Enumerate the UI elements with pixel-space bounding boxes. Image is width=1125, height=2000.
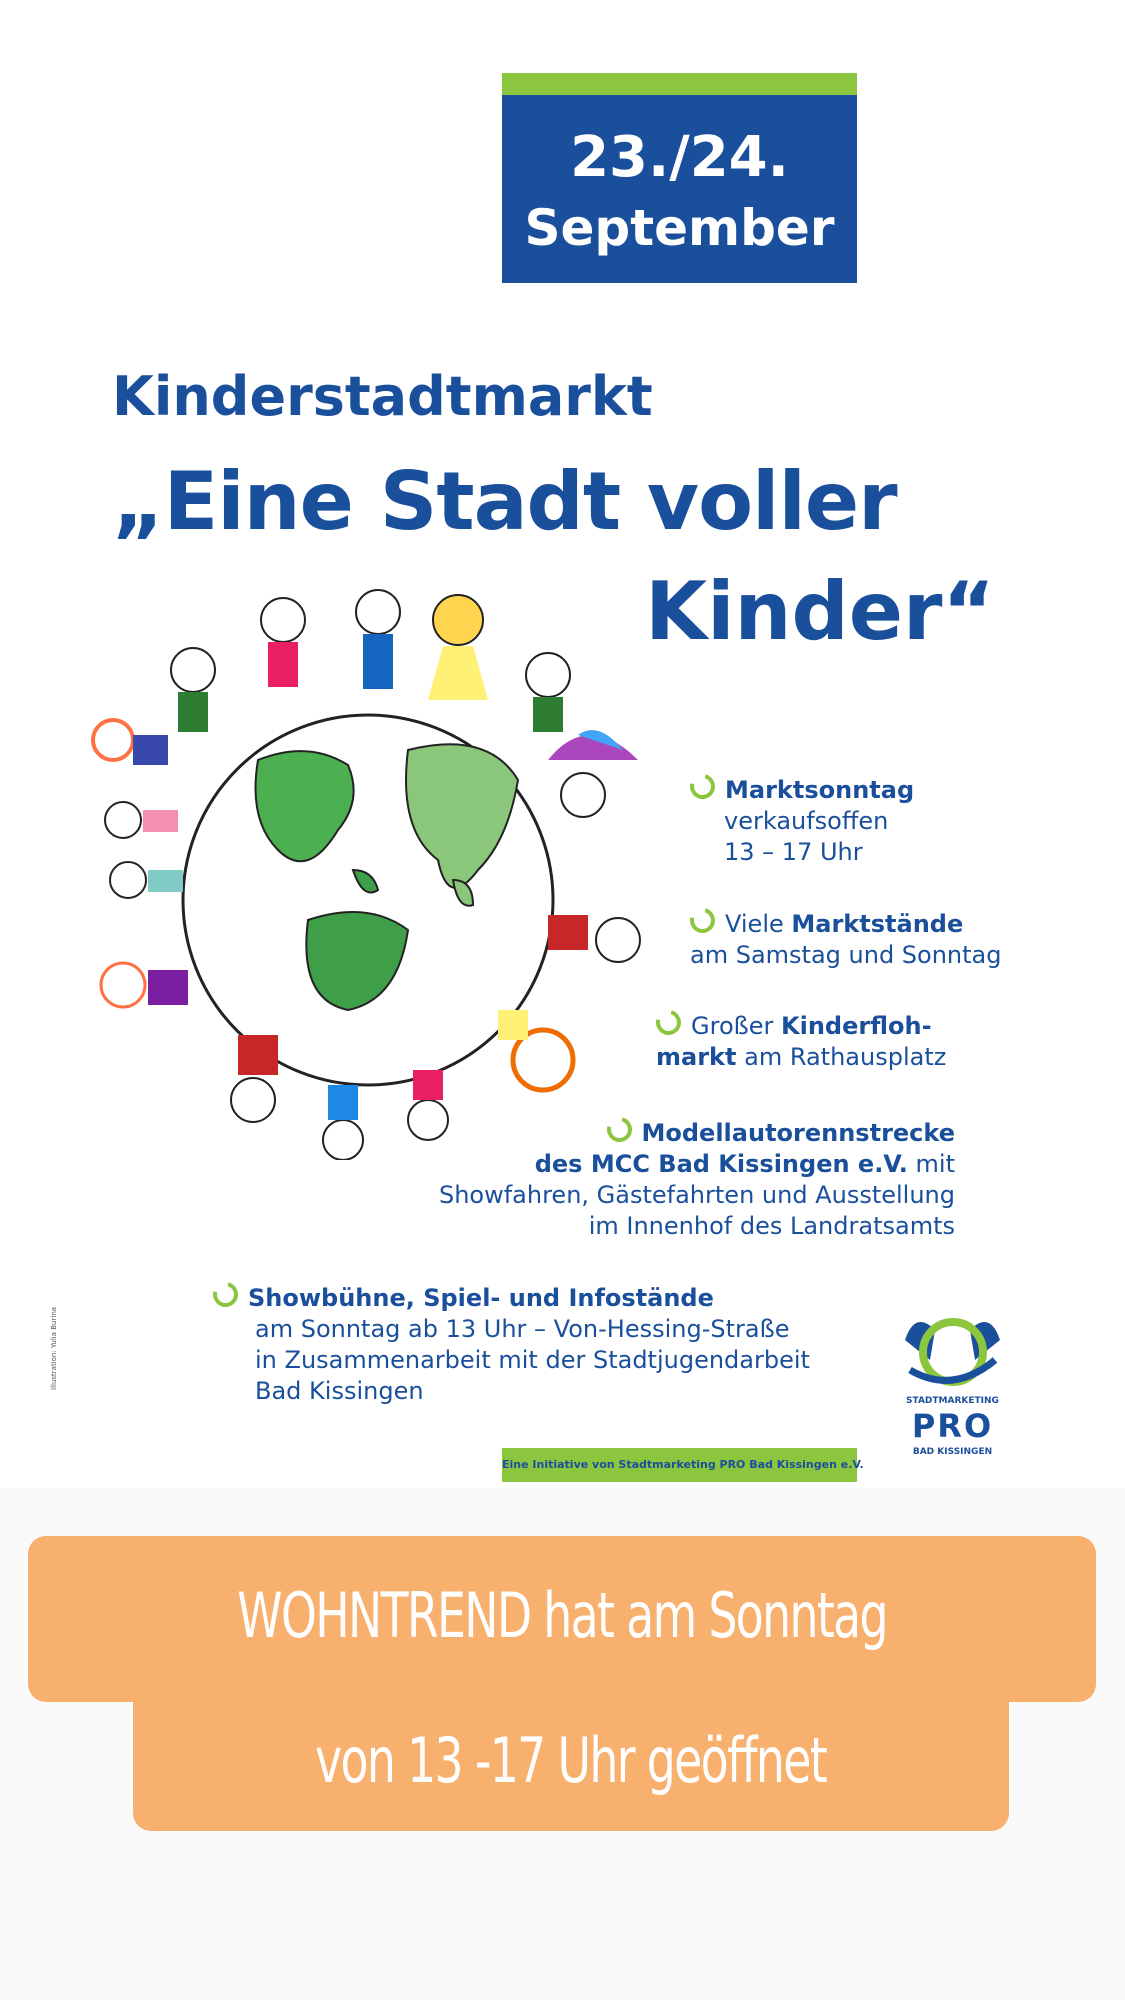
illustration-credit: Illustration: Yulia Burina xyxy=(50,1306,58,1390)
child-figure xyxy=(526,653,570,732)
bullet-kinderflohmarkt: Großer Kinderfloh- markt am Rathausplatz xyxy=(656,1010,946,1073)
child-figure xyxy=(548,915,640,962)
date-month: September xyxy=(524,199,835,257)
initiative-bar: Eine Initiative von Stadtmarketing PRO Bad Kissingen e.V. xyxy=(502,1448,857,1482)
logo-text-main: PRO xyxy=(911,1407,994,1445)
poster-title-line1: „Eine Stadt voller xyxy=(112,455,897,548)
logo-mark-icon xyxy=(895,1300,1010,1395)
child-figure xyxy=(356,590,400,689)
logo-text-bottom: BAD KISSINGEN xyxy=(912,1447,993,1457)
bullet-modellautorennstrecke: Modellautorennstrecke des MCC Bad Kissingen e.V. mit Showfahren, Gästefahrten und Ausstellung im Innenhof des Landratsamts xyxy=(390,1117,955,1242)
child-figure xyxy=(93,720,168,765)
child-figure xyxy=(261,598,305,687)
ring-bullet-icon xyxy=(208,1277,242,1311)
ring-bullet-icon xyxy=(602,1112,636,1146)
child-figure xyxy=(428,595,488,700)
children-around-globe-illustration xyxy=(78,580,658,1160)
child-figure xyxy=(105,802,178,838)
child-figure xyxy=(323,1085,363,1160)
child-figure xyxy=(101,963,188,1007)
bullet-showbuehne: Showbühne, Spiel- und Infostände am Sonntag ab 13 Uhr – Von-Hessing-Straße in Zusammenarbeit mit der Stadtjugendarbeit Bad Kissingen xyxy=(213,1282,810,1407)
story-caption-line1: WOHNTREND hat am Sonntag xyxy=(28,1536,1096,1702)
ring-bullet-icon xyxy=(685,903,719,937)
ring-bullet-icon xyxy=(651,1005,685,1039)
child-figure xyxy=(171,648,215,732)
child-figure xyxy=(110,862,183,898)
poster-subtitle: Kinderstadtmarkt xyxy=(112,365,653,428)
child-figure xyxy=(498,1010,573,1090)
date-box-accent-bar xyxy=(502,73,857,95)
umbrella-child-figure xyxy=(548,730,638,817)
story-caption-line2: von 13 -17 Uhr geöffnet xyxy=(133,1696,1009,1831)
poster-title-line2: Kinder“ xyxy=(645,565,995,658)
date-days: 23./24. xyxy=(570,125,789,190)
date-box xyxy=(502,73,857,283)
child-figure xyxy=(231,1035,278,1122)
stadtmarketing-pro-logo xyxy=(895,1300,1010,1470)
logo-text-top: STADTMARKETING xyxy=(906,1396,999,1406)
ring-bullet-icon xyxy=(685,769,719,803)
bullet-marktstaende: Viele Marktstände am Samstag und Sonntag xyxy=(690,908,1002,971)
bullet-marktsonntag: Marktsonntag verkaufsoffen 13 – 17 Uhr xyxy=(690,774,914,868)
